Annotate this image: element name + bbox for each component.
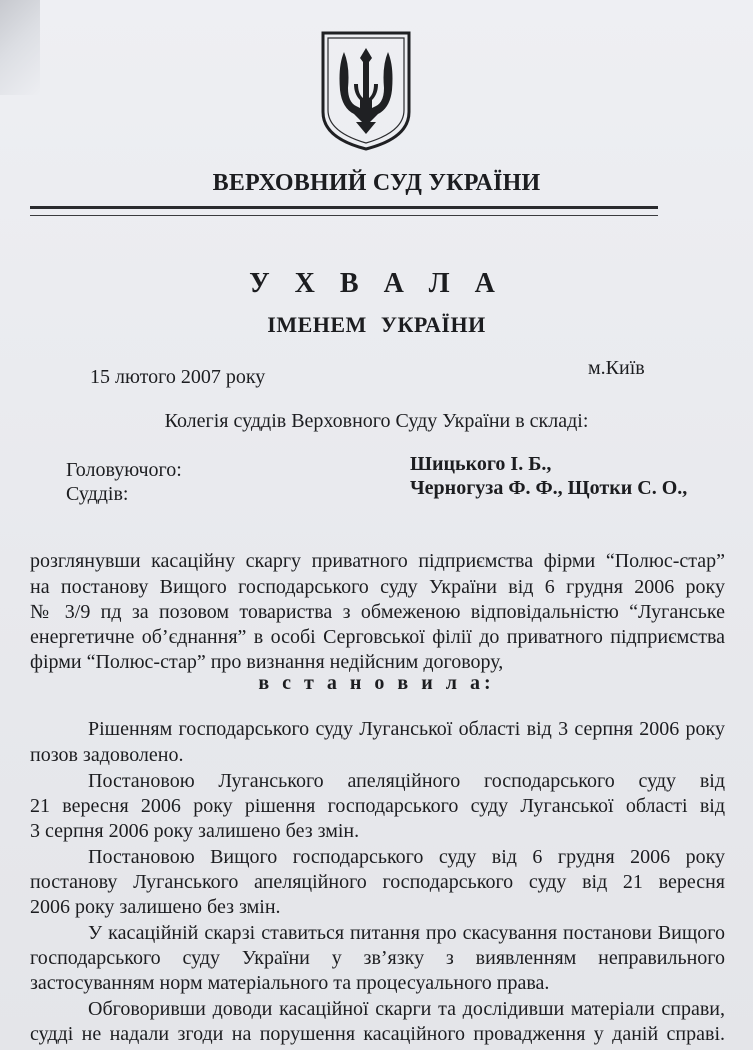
- document-title: У Х В А Л А: [249, 268, 504, 299]
- body-line: 21 вересня 2006 року рішення господарського суду Луганської області від: [30, 795, 725, 817]
- header-rule-thick: [30, 206, 658, 209]
- body-line: 2006 року залишено без змін.: [30, 896, 281, 918]
- judges-names: Черногуза Ф. Ф., Щотки С. О.,: [410, 477, 688, 499]
- body-line: судді не надали згоди на порушення касаційного провадження у даній справі.: [30, 1023, 725, 1045]
- body-line: Обговоривши доводи касаційної скарги та дослідивши матеріали справи,: [88, 998, 725, 1020]
- body-line: Постановою Вищого господарського суду від 6 грудня 2006 року: [88, 846, 725, 868]
- header-rule-thin: [30, 215, 658, 216]
- body-line: Постановою Луганського апеляційного господарського суду від: [88, 770, 725, 792]
- preamble-line: № 3/9 пд за позовом товариства з обмеженою відповідальністю “Луганське: [30, 601, 725, 623]
- court-name: ВЕРХОВНИЙ СУД УКРАЇНИ: [212, 170, 541, 196]
- document-city: м.Київ: [588, 357, 645, 379]
- document-subtitle: ІМЕНЕМ УКРАЇНИ: [267, 312, 486, 337]
- body-line: застосуванням норм матеріального та процесуального права.: [30, 972, 550, 994]
- preamble-line: фірми “Полюс-стар” про визнання недійсним договору,: [30, 651, 504, 673]
- trident-coat-of-arms-icon: [320, 30, 412, 152]
- body-line: господарського суду України у зв’язку з виявленням неправильного: [30, 947, 725, 969]
- body-line: позов задоволено.: [30, 744, 184, 766]
- document-date: 15 лютого 2007 року: [90, 366, 266, 388]
- body-line: 3 серпня 2006 року залишено без змін.: [30, 820, 360, 842]
- presiding-name: Шицького І. Б.,: [410, 453, 552, 475]
- preamble-line: розглянувши касаційну скаргу приватного підприємства фірми “Полюс-стар”: [30, 550, 725, 572]
- body-line: постанову Луганського апеляційного господарського суду від 21 вересня: [30, 871, 725, 893]
- presiding-label: Головуючого:: [66, 459, 182, 481]
- body-line: Рішенням господарського суду Луганської області від 3 серпня 2006 року: [88, 718, 725, 740]
- established-heading: в с т а н о в и л а:: [258, 672, 495, 694]
- body-line: У касаційній скарзі ставиться питання про скасування постанови Вищого: [88, 922, 725, 944]
- preamble-line: на постанову Вищого господарського суду України від 6 грудня 2006 року: [30, 576, 725, 598]
- judges-label: Суддів:: [66, 483, 129, 505]
- page-corner-shadow: [0, 0, 40, 95]
- panel-intro: Колегія суддів Верховного Суду України в складі:: [164, 410, 589, 432]
- preamble-line: енергетичне об’єднання” в особі Серговської філії до приватного підприємства: [30, 626, 725, 648]
